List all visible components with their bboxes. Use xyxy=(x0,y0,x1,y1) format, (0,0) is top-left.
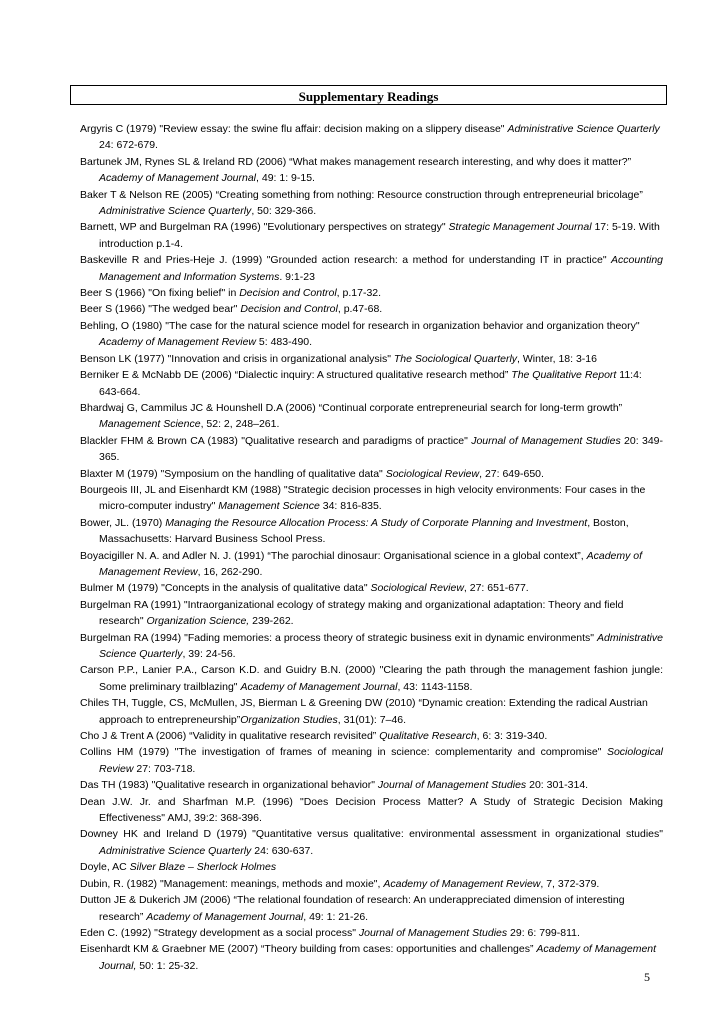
reference-item: Bourgeois III, JL and Eisenhardt KM (1988) "Strategic decision processes in high velocity environments: Four cases in the micro-computer industry" Management Science 34: 816-835. xyxy=(80,483,646,513)
reference-item: Eisenhardt KM & Graebner ME (2007) “Theory building from cases: opportunities and challenges” Academy of Management Journal, 50: 1: 25-32. xyxy=(80,943,657,972)
reference-item: Cho J & Trent A (2006) “Validity in qualitative research revisited” Qualitative Research, 6: 3: 319-340. xyxy=(80,730,548,743)
reference-item: Eden C. (1992) "Strategy development as a social process" Journal of Management Studies 29: 6: 799-811. xyxy=(80,926,580,939)
reference-item: Benson LK (1977) "Innovation and crisis in organizational analysis" The Sociological Quarterly, Winter, 18: 3-16 xyxy=(80,352,597,365)
reference-item: Argyris C (1979) "Review essay: the swine flu affair: decision making on a slippery disease" Administrative Science Quarterly 24: 672-679. xyxy=(80,123,660,152)
reference-item: Blackler FHM & Brown CA (1983) "Qualitative research and paradigms of practice" Journal of Management Studies 20: 349-365. xyxy=(80,434,663,464)
reference-item: Beer S (1966) "The wedged bear" Decision and Control, p.47-68. xyxy=(80,303,383,316)
section-title: Supplementary Readings xyxy=(298,89,439,104)
page-number: 5 xyxy=(644,970,650,984)
reference-item: Downey HK and Ireland D (1979) "Quantitative versus qualitative: environmental assessment in organizational studies" Administrative Science Quarterly 24: 630-637. xyxy=(80,828,663,857)
reference-item: Burgelman RA (1991) "Intraorganizational ecology of strategy making and organizational adaptation: Theory and field research" Organization Science, 239-262. xyxy=(80,598,624,628)
reference-item: Dutton JE & Dukerich JM (2006) “The relational foundation of research: An underappreciated dimension of interesting research” Academy of Management Journal, 49: 1: 21-26. xyxy=(80,894,625,923)
reference-item: Bhardwaj G, Cammilus JC & Hounshell D.A (2006) “Continual corporate entrepreneurial search for long-term growth” Management Science, 52: 2, 248–261. xyxy=(80,401,623,431)
reference-item: Baskeville R and Pries-Heje J. (1999) "Grounded action research: a method for understanding IT in practice" Accounting Management and Information Systems. 9:1-23 xyxy=(80,254,663,283)
reference-item: Collins HM (1979) "The investigation of frames of meaning in science: complementarity and compromise" Sociological Review 27: 703-718. xyxy=(80,746,663,775)
reference-list xyxy=(80,121,663,974)
reference-item: Baker T & Nelson RE (2005) “Creating something from nothing: Resource construction through entrepreneurial bricolage” Administrative Science Quarterly, 50: 329-366. xyxy=(80,188,643,218)
reference-item: Beer S (1966) "On fixing belief" in Decision and Control, p.17-32. xyxy=(80,287,382,300)
reference-item: Barnett, WP and Burgelman RA (1996) "Evolutionary perspectives on strategy" Strategic Management Journal 17: 5-19. With introduction p.1-4. xyxy=(80,221,660,250)
reference-item: Dubin, R. (1982) "Management: meanings, methods and moxie", Academy of Management Review, 7, 372-379. xyxy=(80,877,600,890)
reference-item: Carson P.P., Lanier P.A., Carson K.D. and Guidry B.N. (2000) "Clearing the path through the management fashion jungle: Some preliminary trailblazing" Academy of Management Journal, 43: 1143-1158. xyxy=(80,664,663,693)
reference-item: Bulmer M (1979) "Concepts in the analysis of qualitative data" Sociological Review, 27: 651-677. xyxy=(80,582,529,595)
reference-item: Blaxter M (1979) "Symposium on the handling of qualitative data" Sociological Review, 27: 649-650. xyxy=(80,467,544,480)
reference-item: Dean J.W. Jr. and Sharfman M.P. (1996) "Does Decision Process Matter? A Study of Strategic Decision Making Effectiveness" AMJ, 39:2: 368-396. xyxy=(80,795,663,825)
reference-item: Berniker E & McNabb DE (2006) “Dialectic inquiry: A structured qualitative research method” The Qualitative Report 11:4: 643-664. xyxy=(80,369,642,398)
section-header-box xyxy=(70,85,667,105)
reference-item: Chiles TH, Tuggle, CS, McMullen, JS, Bierman L & Greening DW (2010) “Dynamic creation: Extending the radical Austrian approach to entrepreneurship”Organization Studies, 31(01): 7–46. xyxy=(80,697,648,726)
reference-item: Boyacigiller N. A. and Adler N. J. (1991) “The parochial dinosaur: Organisational science in a global context”, Academy of Management Review, 16, 262-290. xyxy=(80,549,643,578)
reference-item: Behling, O (1980) "The case for the natural science model for research in organization behavior and organization theory" Academy of Management Review 5: 483-490. xyxy=(80,319,640,349)
reference-item: Doyle, AC Silver Blaze – Sherlock Holmes xyxy=(80,861,277,874)
reference-item: Das TH (1983) "Qualitative research in organizational behavior" Journal of Management Studies 20: 301-314. xyxy=(80,779,589,792)
reference-item: Burgelman RA (1994) "Fading memories: a process theory of strategic business exit in dynamic environments" Administrative Science Quarterly, 39: 24-56. xyxy=(80,631,663,660)
reference-item: Bower, JL. (1970) Managing the Resource Allocation Process: A Study of Corporate Planning and Investment, Boston, Massachusetts: Harvard Business School Press. xyxy=(80,516,629,546)
reference-item: Bartunek JM, Rynes SL & Ireland RD (2006) “What makes management research interesting, and why does it matter?” Academy of Management Journal, 49: 1: 9-15. xyxy=(80,155,632,185)
